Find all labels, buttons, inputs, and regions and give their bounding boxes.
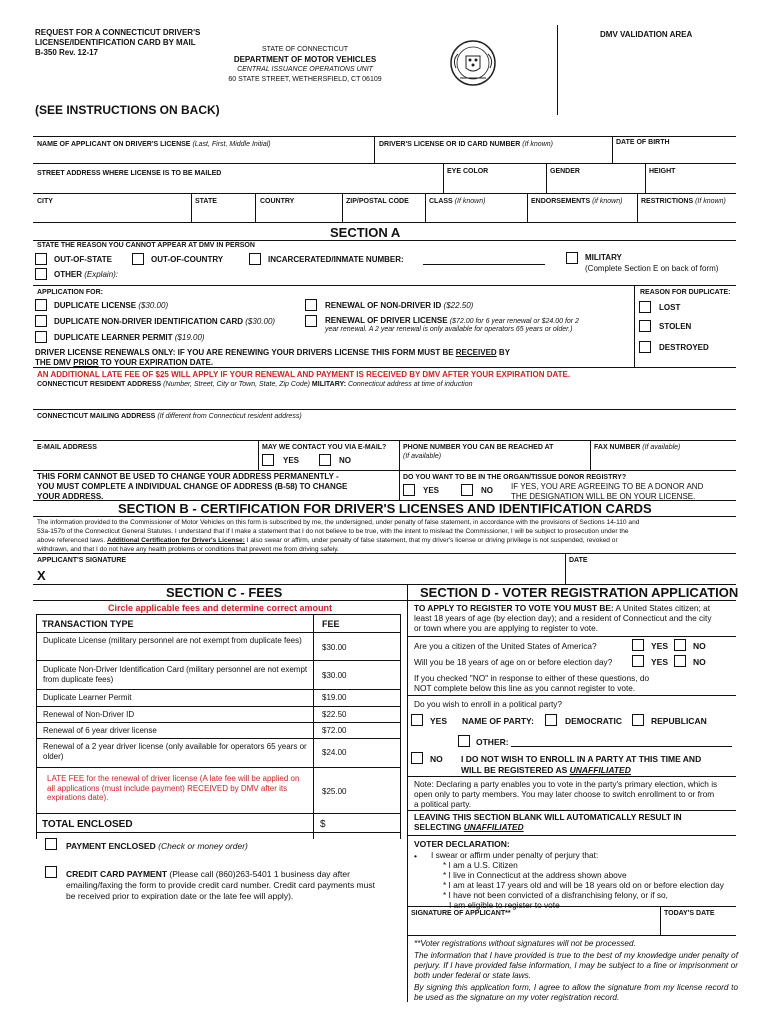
ct-resident-label: CONNECTICUT RESIDENT ADDRESS xyxy=(37,381,162,388)
incarcerated-checkbox[interactable] xyxy=(249,253,261,265)
declaration-line3: * I am at least 17 years old and will be 18 years old on or before election day xyxy=(443,880,724,890)
party-note-line2: open only to party members. You may later choose to switch enrollment to or from xyxy=(414,789,715,799)
voter-footnote2: The information that I have provided is true to the best of my knowledge under penalty of perjury. If I have provided false information, I may be subject to a fine or imprisonment or both under federal or state laws. xyxy=(414,951,738,980)
declaration-line0: I swear or affirm under penalty of perjury that: xyxy=(431,850,599,860)
lost-checkbox[interactable] xyxy=(639,301,651,313)
duplicate-learner-label xyxy=(54,333,205,342)
renewal-notice-text1: DRIVER LICENSE RENEWALS ONLY: IF YOU ARE RENEWING YOUR DRIVERS LICENSE THIS FORM MUST BE xyxy=(35,348,456,357)
other-party-checkbox[interactable] xyxy=(458,735,470,747)
ct-mailing-hint: (If different from Connecticut resident address) xyxy=(157,413,302,420)
certification-text xyxy=(37,518,639,554)
voter-footnote3: By signing this application form, I agree to allow the signature from my license record to be used as the signature on my voter registration record. xyxy=(414,983,738,1002)
party-question: Do you wish to enroll in a political party? xyxy=(414,699,563,709)
citizen-question: Are you a citizen of the United States of America? xyxy=(414,641,597,651)
gender-field[interactable]: GENDER xyxy=(550,168,580,175)
incarcerated-label: INCARCERATED/INMATE NUMBER: xyxy=(268,255,404,264)
credit-card-checkbox[interactable] xyxy=(45,866,57,878)
out-of-country-label: OUT-OF-COUNTRY xyxy=(151,255,224,264)
certification-line3c: I also swear or affirm, under penalty of false statement, that my driver's license or driving privilege is not suspended, revoked or xyxy=(244,537,618,544)
state-seal-icon xyxy=(448,38,498,88)
phone-number-field[interactable]: PHONE NUMBER YOU CAN BE REACHED AT xyxy=(403,444,554,451)
donor-question: DO YOU WANT TO BE IN THE ORGAN/TISSUE DONOR REGISTRY? xyxy=(403,474,627,481)
renewal-nondriver-fee: ($22.50) xyxy=(443,301,474,310)
no-enroll-checkbox[interactable] xyxy=(411,752,423,764)
fee-row-label: Duplicate License (military personnel are not exempt from duplicate fees) xyxy=(43,636,302,645)
col-fee: FEE xyxy=(322,619,340,629)
payment-enclosed-checkbox[interactable] xyxy=(45,838,57,850)
duplicate-nondriver-label xyxy=(54,317,275,326)
renewal-nondriver-label xyxy=(325,301,473,310)
citizen-no-label: NO xyxy=(693,641,706,651)
fax-number-label: FAX NUMBER xyxy=(594,444,641,451)
blank-section-line2a: SELECTING xyxy=(414,822,464,832)
citizen-yes-checkbox[interactable] xyxy=(632,639,644,651)
duplicate-license-fee: ($30.00) xyxy=(138,301,169,310)
duplicate-nondriver-checkbox[interactable] xyxy=(35,315,47,327)
agency-unit: CENTRAL ISSUANCE OPERATIONS UNIT xyxy=(237,66,373,73)
other-reason-checkbox[interactable] xyxy=(35,268,47,280)
voter-intro-bold: TO APPLY TO REGISTER TO VOTE YOU MUST BE: xyxy=(414,603,614,613)
renewal-nondriver-checkbox[interactable] xyxy=(305,299,317,311)
fee-row-amount[interactable]: $19.00 xyxy=(322,693,347,702)
restrictions-label: RESTRICTIONS xyxy=(641,198,694,205)
voter-intro-line2: least 18 years of age (by election day); and a resident of Connecticut and the city xyxy=(414,613,712,623)
stolen-checkbox[interactable] xyxy=(639,320,651,332)
democratic-label: DEMOCRATIC xyxy=(565,716,622,726)
donor-no-checkbox[interactable] xyxy=(461,484,473,496)
endorsements-field[interactable] xyxy=(531,198,622,205)
renewal-nondriver-text: RENEWAL OF NON-DRIVER ID xyxy=(325,301,442,310)
fee-row-amount[interactable]: $22.50 xyxy=(322,710,347,719)
applicant-name-field[interactable] xyxy=(37,141,271,148)
credit-card-line2: emailing/faxing the form to provide credit card number. Credit card payments must xyxy=(66,880,375,890)
certification-line4: withdrawn, and that I do not have any health problems or conditions that prevent me from driving safely. xyxy=(37,546,339,553)
duplicate-license-label xyxy=(54,301,168,310)
renewal-driver-note1: ($72.00 for 6 year renewal or $24.00 for 2 xyxy=(449,318,579,325)
renewal-notice-line1 xyxy=(35,348,510,357)
party-yes-label: YES xyxy=(430,716,448,726)
age-yes-label: YES xyxy=(651,657,669,667)
address-change-line1: THIS FORM CANNOT BE USED TO CHANGE YOUR ADDRESS PERMANENTLY - xyxy=(37,472,339,481)
late-fee-notice: AN ADDITIONAL LATE FEE OF $25 WILL APPLY IF YOUR RENEWAL AND PAYMENT IS RECEIVED BY DMV AFTER YOUR EXPIRATION DATE. xyxy=(37,370,571,379)
fee-row-amount[interactable]: $72.00 xyxy=(322,726,347,735)
duplicate-license-checkbox[interactable] xyxy=(35,299,47,311)
fax-number-field[interactable] xyxy=(594,444,680,451)
other-reason-text: OTHER xyxy=(54,270,82,279)
fee-row-label: Renewal of a 2 year driver license (only available for operators 65 years or older) xyxy=(43,742,307,761)
email-address-field[interactable]: E-MAIL ADDRESS xyxy=(37,444,97,451)
class-hint: (If known) xyxy=(454,198,486,205)
military-address-hint: Connecticut address at time of induction xyxy=(347,381,473,388)
credit-card-line1: (Please call (860)263-5401 1 business day after xyxy=(167,869,350,879)
fee-row-label: Renewal of 6 year driver license xyxy=(43,726,157,735)
age-question: Will you be 18 years of age on or before election day? xyxy=(414,657,613,667)
application-for-label: APPLICATION FOR: xyxy=(37,289,103,296)
voter-date-field[interactable]: TODAY'S DATE xyxy=(664,910,715,917)
endorsements-hint: (if known) xyxy=(592,198,623,205)
form-title-line2: LICENSE/IDENTIFICATION CARD BY MAIL xyxy=(35,38,196,47)
duplicate-learner-fee: ($19.00) xyxy=(174,333,205,342)
applicant-name-hint: (Last, First, Middle Initial) xyxy=(192,141,271,148)
party-note xyxy=(414,779,717,809)
renewal-driver-text: RENEWAL OF DRIVER LICENSE xyxy=(325,316,448,325)
blank-section-unaffiliated: UNAFFILIATED xyxy=(463,822,524,832)
fee-row-amount[interactable]: $30.00 xyxy=(322,671,347,680)
zip-code-field[interactable]: ZIP/POSTAL CODE xyxy=(346,198,409,205)
credit-card-label xyxy=(66,869,375,902)
no-answer-note1: If you checked "NO" in response to either of these questions, do xyxy=(414,673,650,683)
late-fee-row-amount[interactable]: $25.00 xyxy=(322,787,347,796)
voter-intro-line3: or town where you are applying to register to vote. xyxy=(414,623,599,633)
renewal-notice-text2a: THE DMV xyxy=(35,358,74,367)
citizen-no-checkbox[interactable] xyxy=(674,639,686,651)
other-party-input[interactable] xyxy=(511,746,732,747)
reason-duplicate-label: REASON FOR DUPLICATE: xyxy=(640,289,731,296)
republican-label: REPUBLICAN xyxy=(651,716,707,726)
reason-label: STATE THE REASON YOU CANNOT APPEAR AT DMV IN PERSON xyxy=(37,242,255,249)
lost-label: LOST xyxy=(659,303,681,312)
certification-line3a: above referenced laws. xyxy=(37,537,108,544)
no-answer-note2: NOT complete below this line as you cannot register to vote. xyxy=(414,683,636,693)
no-answer-note xyxy=(414,673,649,693)
renewal-notice-line2 xyxy=(35,358,213,367)
city-field[interactable]: CITY xyxy=(37,198,53,205)
name-of-party-label: NAME OF PARTY: xyxy=(462,716,534,726)
payment-enclosed-label xyxy=(66,841,248,851)
license-number-label: DRIVER'S LICENSE OR ID CARD NUMBER xyxy=(379,141,521,148)
voter-declaration-text xyxy=(431,850,724,910)
democratic-checkbox[interactable] xyxy=(545,714,557,726)
ct-mailing-label: CONNECTICUT MAILING ADDRESS xyxy=(37,413,156,420)
no-enroll-text xyxy=(461,754,701,776)
declaration-line5: I am eligible to register to vote xyxy=(449,900,560,910)
height-field[interactable]: HEIGHT xyxy=(649,168,676,175)
party-note-line1: Note: Declaring a party enables you to vote in the party's primary election, which is xyxy=(414,779,718,789)
declaration-line2: * I live in Connecticut at the address shown above xyxy=(443,870,627,880)
agency-block xyxy=(215,45,395,85)
voter-signature-field[interactable]: SIGNATURE OF APPLICANT** xyxy=(411,910,511,917)
destroyed-checkbox[interactable] xyxy=(639,341,651,353)
no-enroll-line2a: WILL BE REGISTERED AS xyxy=(461,765,570,775)
no-enroll-line1: I DO NOT WISH TO ENROLL IN A PARTY AT THIS TIME AND xyxy=(461,754,702,764)
contact-email-no-checkbox[interactable] xyxy=(319,454,331,466)
other-party-label: OTHER: xyxy=(476,737,509,747)
age-yes-checkbox[interactable] xyxy=(632,655,644,667)
duplicate-learner-text: DUPLICATE LEARNER PERMIT xyxy=(54,333,173,342)
destroyed-label: DESTROYED xyxy=(659,343,709,352)
donor-yes-note xyxy=(511,482,703,502)
restrictions-field[interactable] xyxy=(641,198,726,205)
agency-state: STATE OF CONNECTICUT xyxy=(261,46,349,53)
duplicate-learner-checkbox[interactable] xyxy=(35,331,47,343)
donor-no-label: NO xyxy=(481,486,493,495)
contact-email-yes-checkbox[interactable] xyxy=(262,454,274,466)
applicant-signature-field[interactable]: APPLICANT'S SIGNATURE xyxy=(37,557,127,564)
total-enclosed-input[interactable]: $ xyxy=(320,819,326,830)
military-checkbox[interactable] xyxy=(566,252,578,264)
fee-row-amount[interactable]: $30.00 xyxy=(322,643,347,652)
voter-declaration-title: VOTER DECLARATION: xyxy=(414,839,510,849)
signature-date-field[interactable]: DATE xyxy=(569,557,588,564)
renewal-by: BY xyxy=(496,348,511,357)
date-of-birth-field[interactable]: DATE OF BIRTH xyxy=(616,139,670,146)
stolen-label: STOLEN xyxy=(659,322,692,331)
credit-card-text: CREDIT CARD PAYMENT xyxy=(66,869,168,879)
donor-yes-note1: IF YES, YOU ARE AGREEING TO BE A DONOR AND xyxy=(511,482,704,491)
contact-email-yes-label: YES xyxy=(283,456,300,465)
license-number-hint: (If known) xyxy=(522,141,553,148)
class-label: CLASS xyxy=(429,198,453,205)
col-transaction-type: TRANSACTION TYPE xyxy=(42,619,134,629)
form-revision: B-350 Rev. 12-17 xyxy=(35,48,98,57)
payment-enclosed-text: PAYMENT ENCLOSED xyxy=(66,841,156,851)
form-title xyxy=(35,28,200,58)
form-title-line1: REQUEST FOR A CONNECTICUT DRIVER'S xyxy=(35,28,201,37)
late-fee-row-label: LATE FEE for the renewal of driver license (A late fee will be applied on all applications (must include payment) RECEIVED by DMV after its expirations date). xyxy=(47,774,300,803)
duplicate-license-text: DUPLICATE LICENSE xyxy=(54,301,137,310)
other-reason-hint: (Explain): xyxy=(84,270,119,279)
state-field[interactable]: STATE xyxy=(195,198,217,205)
endorsements-label: ENDORSEMENTS xyxy=(531,198,591,205)
declaration-line4: * I have not been convicted of a disfranchising felony, or if so, xyxy=(443,890,668,900)
ct-resident-hint: (Number, Street, City or Town, State, Zip Code) xyxy=(163,381,310,388)
renewal-driver-label xyxy=(325,316,579,325)
class-field[interactable] xyxy=(429,198,485,205)
section-b-title: SECTION B - CERTIFICATION FOR DRIVER'S LICENSES AND IDENTIFICATION CARDS xyxy=(118,501,652,516)
contact-email-question: MAY WE CONTACT YOU VIA E-MAIL? xyxy=(262,444,387,451)
out-of-state-checkbox[interactable] xyxy=(35,253,47,265)
restrictions-hint: (If known) xyxy=(695,198,726,205)
signature-x-mark: X xyxy=(37,568,46,583)
out-of-country-checkbox[interactable] xyxy=(132,253,144,265)
renewal-driver-note2: year renewal. A 2 year renewal is only available for operators 65 years or older.) xyxy=(325,326,573,333)
ct-mailing-address-field[interactable] xyxy=(37,413,302,420)
section-c-title: SECTION C - FEES xyxy=(166,585,283,600)
duplicate-nondriver-fee: ($30.00) xyxy=(245,317,276,326)
agency-dept: DEPARTMENT OF MOTOR VEHICLES xyxy=(233,55,377,64)
blank-section-note xyxy=(414,812,682,832)
country-field[interactable]: COUNTRY xyxy=(260,198,295,205)
citizen-yes-label: YES xyxy=(651,641,669,651)
address-change-line3: YOUR ADDRESS. xyxy=(37,492,104,501)
dmv-validation-area: DMV VALIDATION AREA xyxy=(600,30,693,39)
declaration-line1: * I am a U.S. Citizen xyxy=(443,860,518,870)
age-no-checkbox[interactable] xyxy=(674,655,686,667)
address-change-line2: YOU MUST COMPLETE A INDIVIDUAL CHANGE OF ADDRESS (B-58) TO CHANGE xyxy=(37,482,348,491)
phone-number-hint: (If available) xyxy=(403,453,442,460)
declaration-bullet: • xyxy=(414,851,417,861)
renewal-notice-text2b: TO YOUR EXPIRATION DATE. xyxy=(98,358,214,367)
donor-yes-note2: THE DESIGNATION WILL BE ON YOUR LICENSE. xyxy=(511,492,696,501)
license-number-field[interactable] xyxy=(379,141,553,148)
party-yes-checkbox[interactable] xyxy=(411,714,423,726)
renewal-driver-checkbox[interactable] xyxy=(305,315,317,327)
inmate-number-input[interactable] xyxy=(423,264,545,265)
republican-checkbox[interactable] xyxy=(632,714,644,726)
military-label: MILITARY xyxy=(585,253,622,262)
out-of-state-label: OUT-OF-STATE xyxy=(54,255,112,264)
ct-resident-address-field[interactable] xyxy=(37,381,472,388)
applicant-name-label: NAME OF APPLICANT ON DRIVER'S LICENSE xyxy=(37,141,191,148)
voter-footnote1: **Voter registrations without signatures will not be processed. xyxy=(414,939,636,948)
payment-enclosed-hint: (Check or money order) xyxy=(158,841,248,851)
military-address-label: MILITARY: xyxy=(311,381,347,388)
voter-intro xyxy=(414,603,711,633)
donor-yes-checkbox[interactable] xyxy=(403,484,415,496)
address-change-notice xyxy=(37,472,347,502)
no-enroll-unaffiliated: UNAFFILIATED xyxy=(569,765,631,775)
party-note-line3: a political party. xyxy=(414,799,472,809)
blank-section-line1: LEAVING THIS SECTION BLANK WILL AUTOMATICALLY RESULT IN xyxy=(414,812,682,822)
renewal-prior: PRIOR xyxy=(73,358,99,367)
fee-row-label: Renewal of Non-Driver ID xyxy=(43,710,135,719)
credit-card-line3: be received prior to expiration date or the late fee will apply). xyxy=(66,891,294,901)
street-address-field[interactable]: STREET ADDRESS WHERE LICENSE IS TO BE MAILED xyxy=(37,170,222,177)
duplicate-nondriver-text: DUPLICATE NON-DRIVER IDENTIFICATION CARD xyxy=(54,317,244,326)
no-enroll-no-label: NO xyxy=(430,754,443,764)
fax-number-hint: (If available) xyxy=(642,444,681,451)
contact-email-no-label: NO xyxy=(339,456,351,465)
total-enclosed-label: TOTAL ENCLOSED xyxy=(42,819,133,830)
fee-row-label: Duplicate Learner Permit xyxy=(43,693,132,702)
age-no-label: NO xyxy=(693,657,706,667)
additional-certification-label: Additional Certification for Driver's License: xyxy=(107,537,245,544)
fee-row-amount[interactable]: $24.00 xyxy=(322,748,347,757)
agency-address: 60 STATE STREET, WETHERSFIELD, CT 06109 xyxy=(228,76,382,83)
renewal-received: RECEIVED xyxy=(455,348,497,357)
donor-yes-label: YES xyxy=(423,486,440,495)
eye-color-field[interactable]: EYE COLOR xyxy=(447,168,489,175)
other-reason-label xyxy=(54,270,118,279)
section-d-title: SECTION D - VOTER REGISTRATION APPLICATION xyxy=(420,585,739,600)
section-a-title: SECTION A xyxy=(330,225,401,240)
fee-row-label: Duplicate Non-Driver Identification Card (military personnel are not exempt from duplicate fees) xyxy=(43,665,308,684)
see-instructions: (SEE INSTRUCTIONS ON BACK) xyxy=(35,103,220,117)
certification-line2: 53a-157b of the Connecticut General Statutes. I understand that if I make a statement that I do not believe to be true, with the intent to mislead the Commissioner, I will be subject to prosecution under the xyxy=(37,528,629,535)
voter-intro-line1: A United States citizen; at xyxy=(613,603,711,613)
military-note: (Complete Section E on back of form) xyxy=(585,264,719,273)
circle-fees-note: Circle applicable fees and determine correct amount xyxy=(107,603,333,613)
certification-line1: The information provided to the Commissioner of Motor Vehicles on this form is subscribed by me, the undersigned, under penalty of false statement, in accordance with the provisions of Sections 14-110 and xyxy=(37,519,640,526)
